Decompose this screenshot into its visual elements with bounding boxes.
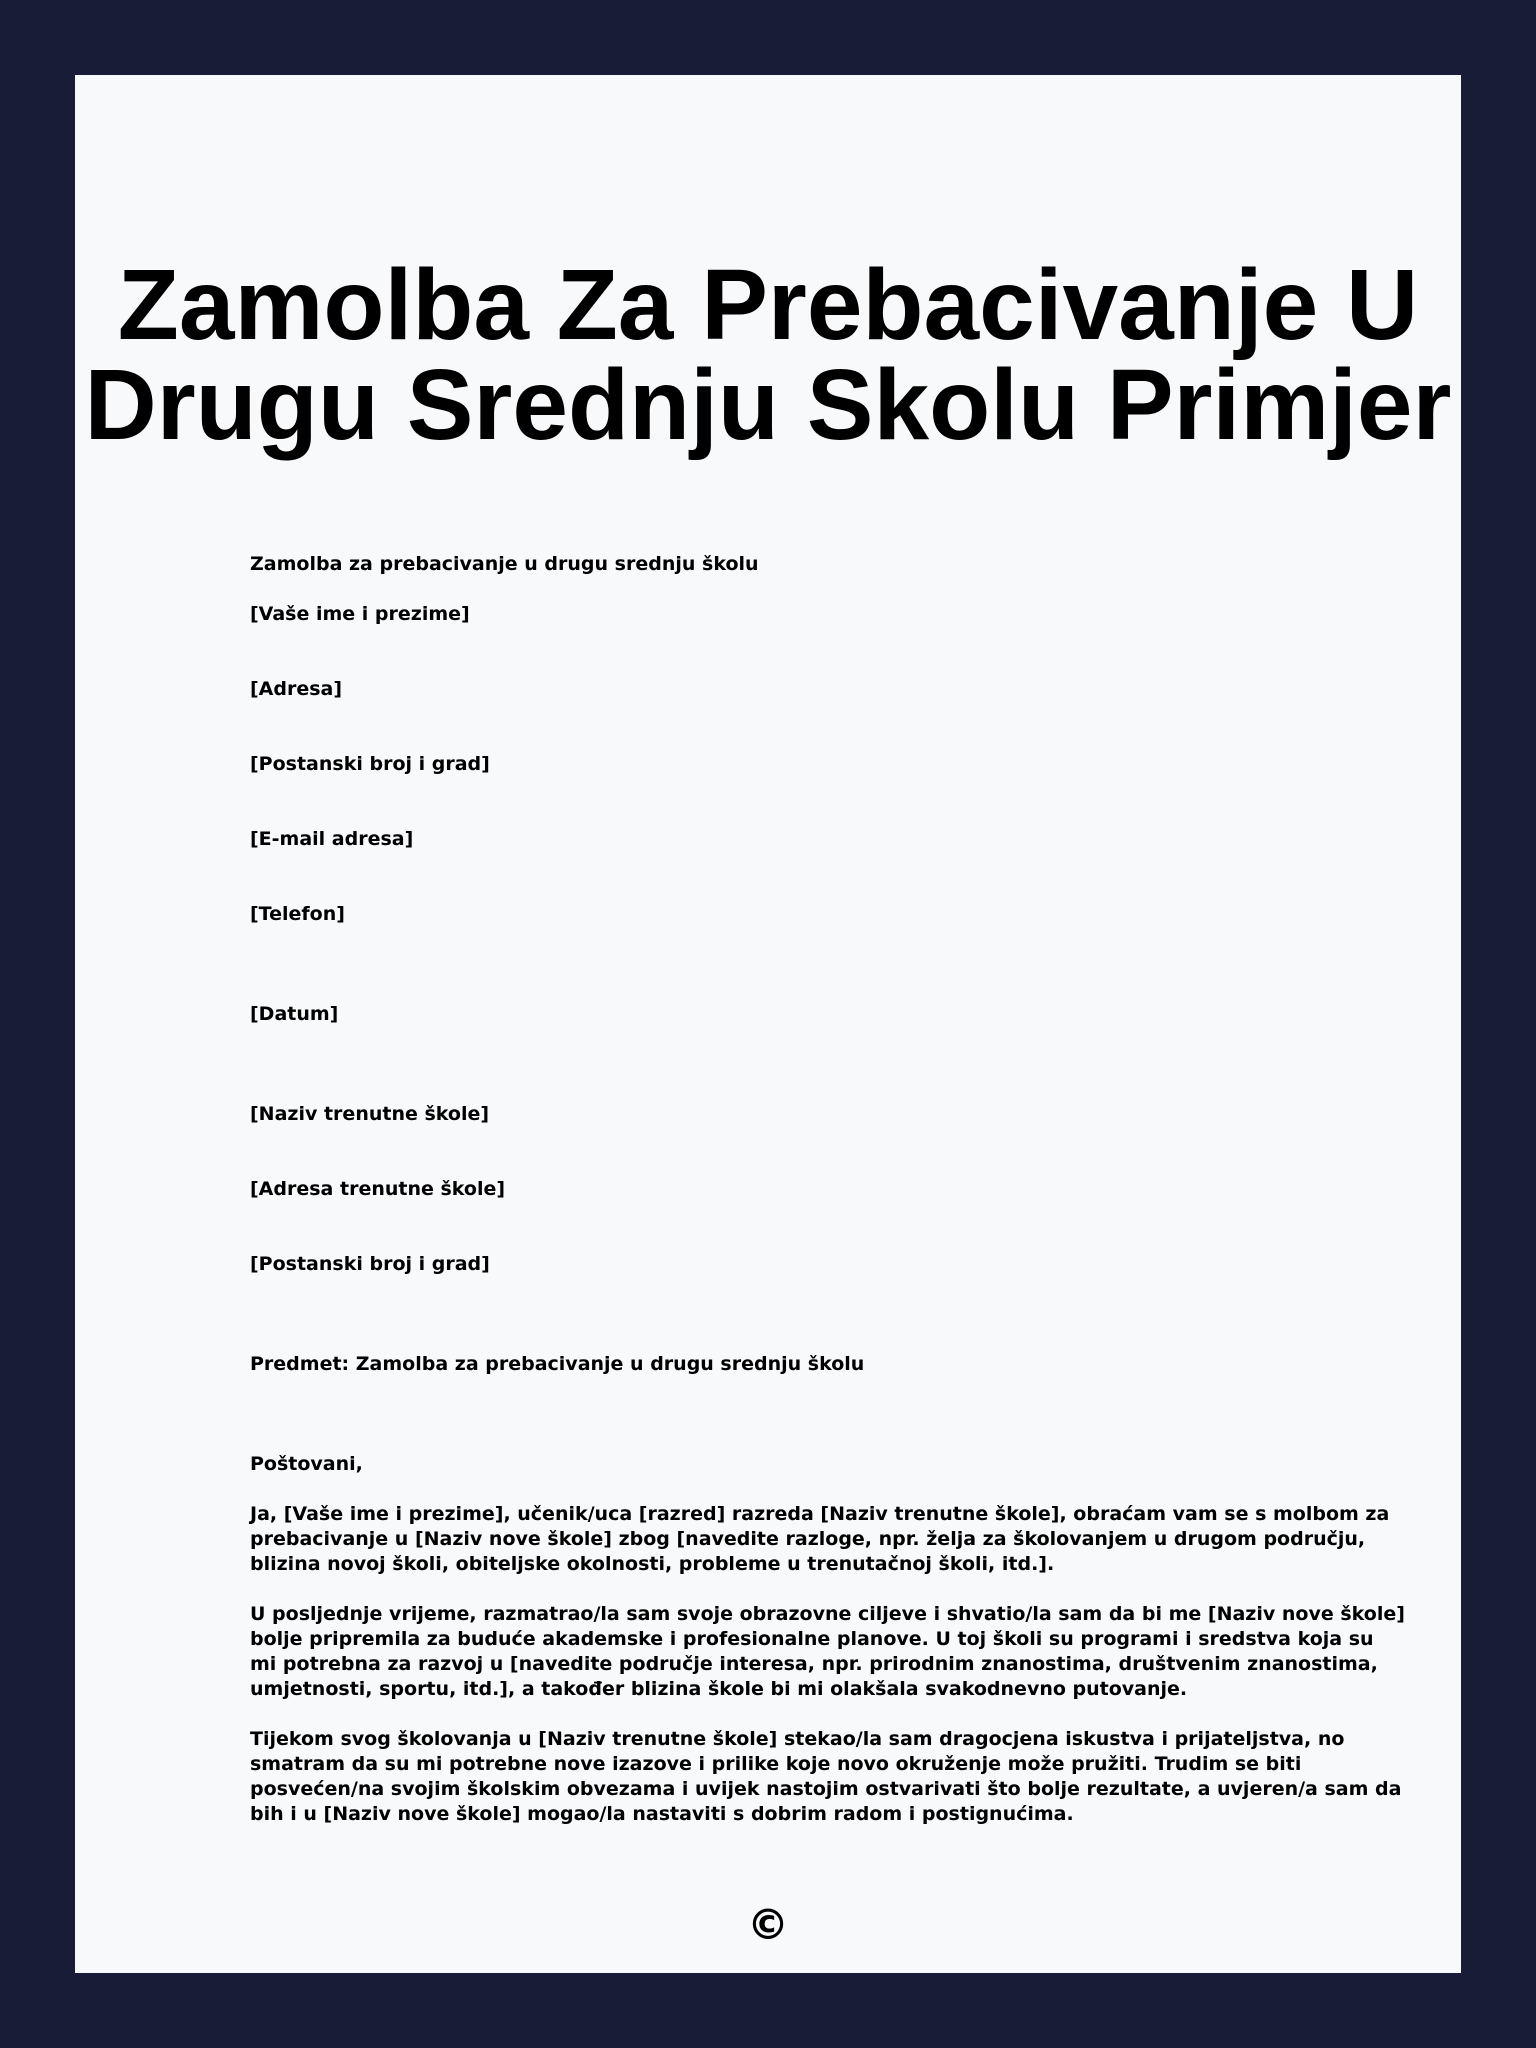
paragraph-line: prebacivanje u [Naziv nove škole] zbog [navedite razloge, npr. želja za školovanjem u drugom području, [250,1528,1366,1550]
paragraph-line: blizina novoj školi, obiteljske okolnosti, probleme u trenutačnoj školi, itd.]. [250,1553,1055,1575]
page-title-line-1: Zamolba Za Prebacivanje U [117,249,1419,361]
recipient-school-name: [Naziv trenutne škole] [250,1103,490,1125]
paragraph-line: bolje pripremila za buduće akademske i profesionalne planove. U toj školi su programi i sredstva koja su [250,1628,1374,1650]
page-title [75,249,1461,461]
sender-postal-city: [Postanski broj i grad] [250,753,490,775]
paragraph-line: Ja, [Vaše ime i prezime], učenik/uca [razred] razreda [Naziv trenutne škole], obraćam vam se s molbom za [250,1503,1390,1525]
paragraph-line: smatram da su mi potrebne nove izazove i prilike koje novo okruženje može pružiti. Trudim se biti [250,1753,1302,1775]
paragraph-line: mi potrebna za razvoj u [navedite područje interesa, npr. prirodnim znanostima, društvenim znanostima, [250,1653,1378,1675]
paragraph-line: U posljednje vrijeme, razmatrao/la sam svoje obrazovne ciljeve i shvatio/la sam da bi me [Naziv nove škole] [250,1603,1405,1625]
recipient-postal-city: [Postanski broj i grad] [250,1253,490,1275]
letter-date: [Datum] [250,1003,339,1025]
letter-greeting: Poštovani, [250,1453,363,1475]
page-title-line-2: Drugu Srednju Skolu Primjer [84,349,1452,461]
sender-address: [Adresa] [250,678,343,700]
letter-paragraph-1 [250,1502,1390,1577]
letter-paragraph-3 [250,1727,1402,1827]
paragraph-line: Tijekom svog školovanja u [Naziv trenutne škole] stekao/la sam dragocjena iskustva i prijateljstva, no [250,1728,1345,1750]
sender-phone: [Telefon] [250,903,345,925]
letter-paragraph-2 [250,1602,1405,1702]
letter-subject: Predmet: Zamolba za prebacivanje u drugu srednju školu [250,1353,865,1375]
paragraph-line: bih i u [Naziv nove škole] mogao/la nastaviti s dobrim radom i postignućima. [250,1803,1074,1825]
sender-email: [E-mail adresa] [250,828,414,850]
sender-name: [Vaše ime i prezime] [250,603,470,625]
document-page [75,75,1461,1973]
letter-heading: Zamolba za prebacivanje u drugu srednju školu [250,553,759,575]
recipient-school-address: [Adresa trenutne škole] [250,1178,506,1200]
paragraph-line: umjetnosti, sportu, itd.], a također blizina škole bi mi olakšala svakodnevno putovanje. [250,1678,1188,1700]
copyright-icon: © [747,1900,789,1949]
paragraph-line: posvećen/na svojim školskim obvezama i uvijek nastojim ostvarivati što bolje rezultate, a uvjeren/a sam da [250,1778,1402,1800]
